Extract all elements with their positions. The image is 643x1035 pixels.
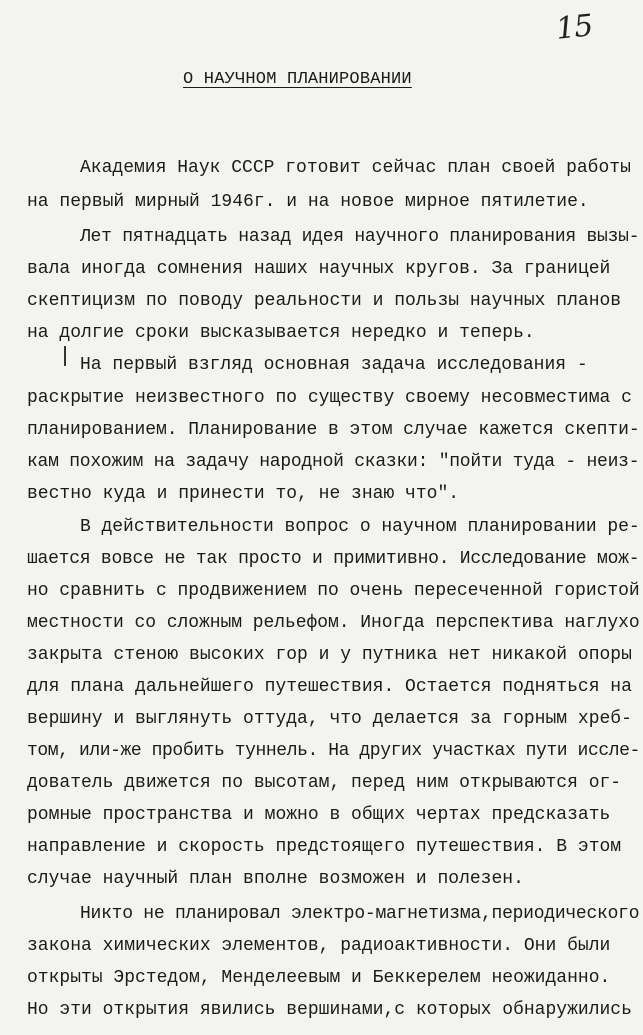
text-line: для плана дальнейшего путешествия. Остается подняться на: [27, 677, 632, 697]
text-line: Никто не планировал электро-магнетизма,периодического: [80, 904, 640, 924]
text-line: вестно куда и принести то, не знаю что".: [27, 484, 460, 504]
text-line: вала иногда сомнения наших научных кругов. За границей: [27, 259, 611, 279]
text-line: Академия Наук СССР готовит сейчас план своей работы: [80, 158, 631, 178]
text-line: кам похожим на задачу народной сказки: "пойти туда - неиз-: [27, 452, 640, 472]
text-line: на долгие сроки высказывается нередко и теперь.: [27, 323, 535, 343]
text-line: случае научный план вполне возможен и полезен.: [27, 869, 524, 889]
text-line: открыты Эрстедом, Менделеевым и Беккерелем неожиданно.: [27, 968, 611, 988]
text-line: На первый взгляд основная задача исследования -: [80, 355, 588, 375]
text-line: вершину и выглянуть оттуда, что делается за горным хреб-: [27, 709, 632, 729]
page-title: О НАУЧНОМ ПЛАНИРОВАНИИ: [183, 70, 412, 89]
text-line: но сравнить с продвижением по очень пересеченной гористой: [27, 581, 640, 601]
text-line: скептицизм по поводу реальности и пользы научных планов: [27, 291, 622, 311]
handwritten-page-number: 15: [554, 8, 594, 47]
text-line: планированием. Планирование в этом случае кажется скепти-: [27, 420, 640, 440]
text-line: дователь движется по высотам, перед ним открываются ог-: [27, 773, 622, 793]
text-line: том, или-же пробить туннель. На других участках пути иссле-: [27, 741, 640, 761]
text-line: раскрытие неизвестного по существу своему несовместима с: [27, 388, 632, 408]
text-line: закона химических элементов, радиоактивности. Они были: [27, 936, 611, 956]
text-line: направление и скорость предстоящего путешествия. В этом: [27, 837, 622, 857]
text-line: Лет пятнадцать назад идея научного планирования вызы-: [80, 227, 640, 247]
text-line: на первый мирный 1946г. и на новое мирное пятилетие.: [27, 192, 589, 212]
text-line: закрыта стеною высоких гор и у путника нет никакой опоры: [27, 645, 632, 665]
text-line: местности со сложным рельефом. Иногда перспектива наглухо: [27, 613, 640, 633]
text-line: ромные пространства и можно в общих чертах предсказать: [27, 805, 611, 825]
text-line: В действительности вопрос о научном планировании ре-: [80, 517, 640, 537]
text-line: шается вовсе не так просто и примитивно. Исследование мож-: [27, 549, 640, 569]
text-line: Но эти открытия явились вершинами,с которых обнаружились: [27, 1000, 632, 1020]
